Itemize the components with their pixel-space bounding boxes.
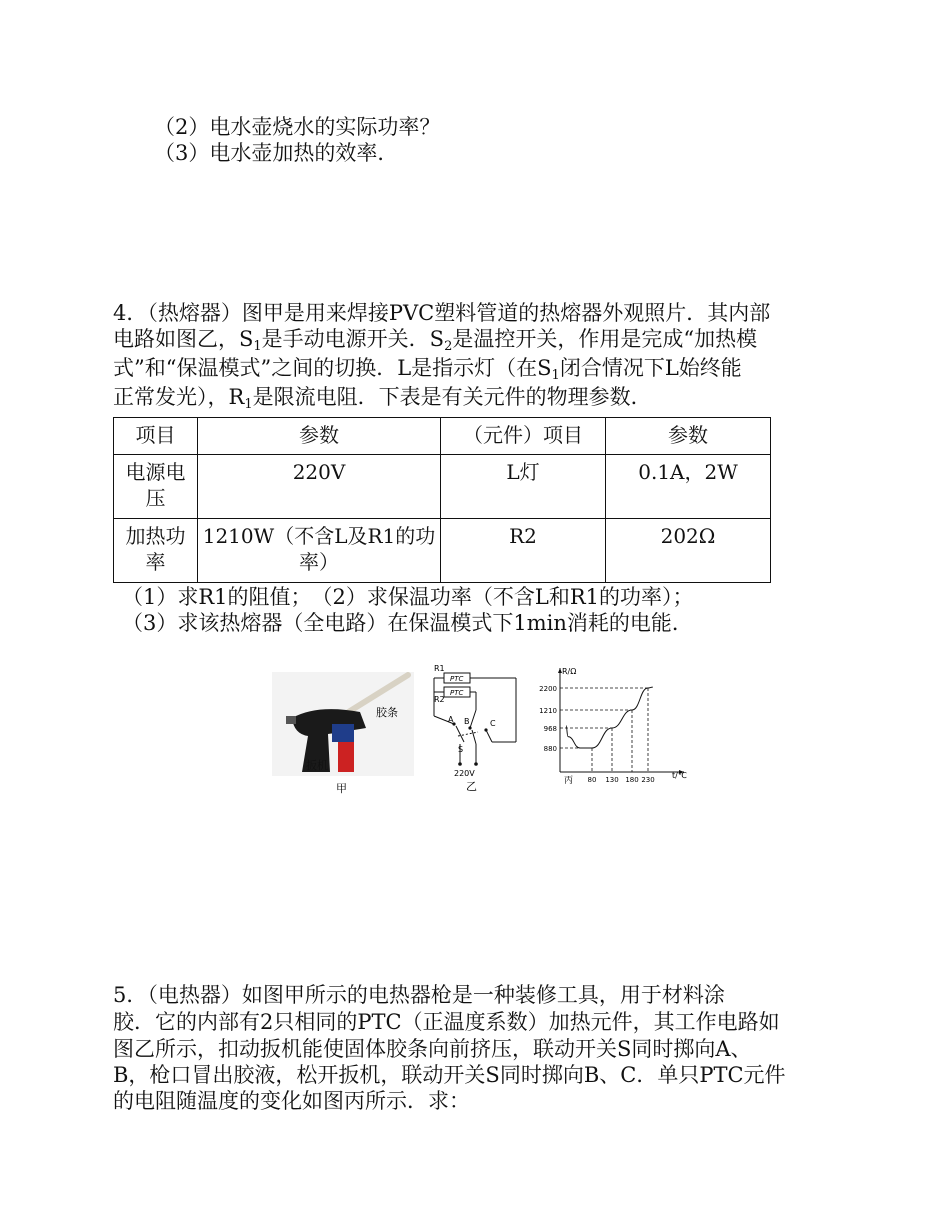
- gun-nozzle: [286, 716, 296, 724]
- q4-ask-2: （3）求该热熔器（全电路）在保温模式下1min消耗的电能．: [122, 611, 693, 635]
- y-axis-label: R/Ω: [562, 667, 577, 676]
- table-header: （元件）项目: [441, 418, 606, 455]
- guide-lines: [560, 688, 648, 772]
- table-cell: 电源电压: [114, 455, 198, 519]
- gun-red-stand: [338, 742, 354, 772]
- parameter-table: [113, 417, 771, 583]
- gun-blue-part: [332, 724, 354, 742]
- q4-line-4: 正常发光），$R_1$是限流电阻．下表是有关元件的物理参数．: [113, 385, 652, 412]
- q3-item-3: （3）电水壶加热的效率．: [154, 141, 399, 165]
- x-tick-label: 130: [605, 776, 619, 784]
- label-r1: R1: [434, 664, 445, 673]
- y-tick-labels: [539, 685, 557, 753]
- y-tick-label: 880: [543, 745, 557, 753]
- table-row: [114, 418, 771, 455]
- table-header: 参数: [198, 418, 441, 455]
- q5-line-2: 胶．它的内部有2只相同的PTC（正温度系数）加热元件，其工作电路如: [113, 1010, 780, 1034]
- label-220v: 220V: [454, 769, 475, 778]
- table-cell: 220V: [198, 455, 441, 519]
- q4-ask-1: （1）求R1的阻值； （2）求保温功率（不含L和R1的功率）；: [122, 585, 694, 609]
- y-tick-label: 968: [543, 725, 557, 733]
- terminal-left: [458, 762, 462, 766]
- table-cell: R2: [441, 519, 606, 583]
- x-tick-label: 180: [625, 776, 639, 784]
- y-tick-label: 1210: [539, 707, 557, 715]
- table-cell: 202Ω: [606, 519, 771, 583]
- table-cell: 加热功率: [114, 519, 198, 583]
- table-row: [114, 455, 771, 519]
- caption-yi: 乙: [466, 780, 477, 793]
- label-a: A: [448, 715, 454, 724]
- figure-jia-glue-gun: [272, 672, 414, 796]
- table-header: 项目: [114, 418, 198, 455]
- q4-line-1: 4．（热熔器）图甲是用来焊接PVC塑料管道的热熔器外观照片．其内部: [113, 301, 771, 325]
- q5-line-5: 的电阻随温度的变化如图丙所示．求：: [113, 1089, 470, 1113]
- contact-b: [468, 726, 471, 729]
- label-r2: R2: [434, 695, 445, 704]
- figure-bing-chart: [532, 662, 690, 792]
- x-tick-labels: [588, 776, 655, 784]
- y-tick-label: 2200: [539, 685, 557, 693]
- table-cell: L灯: [441, 455, 606, 519]
- q4-line-2: 电路如图乙，$S_1$是手动电源开关．$S_2$是温控开关，作用是完成“加热模: [113, 327, 758, 354]
- table-cell: 0.1A，2W: [606, 455, 771, 519]
- label-glue: 胶条: [376, 706, 398, 719]
- label-trigger: 扳机: [306, 759, 328, 772]
- table-cell: 1210W（不含L及R1的功率）: [198, 519, 441, 583]
- label-c: C: [490, 719, 496, 728]
- label-b: B: [464, 717, 470, 726]
- ptc-curve: [566, 687, 653, 748]
- q5-line-3: 图乙所示，扣动扳机能使固体胶条向前挤压，联动开关S同时掷向A、: [113, 1037, 752, 1061]
- caption-bing: 丙: [564, 776, 574, 786]
- contact-c: [484, 728, 487, 731]
- label-s: S: [458, 745, 464, 754]
- q3-item-2: （2）电水壶烧水的实际功率？: [154, 115, 441, 139]
- q5-line-1: 5．（电热器）如图甲所示的电热器枪是一种装修工具，用于材料涂: [113, 983, 725, 1007]
- q5-line-4: B，枪口冒出胶液，松开扳机，联动开关S同时掷向B、C．单只PTC元件: [113, 1063, 786, 1087]
- table-row: [114, 519, 771, 583]
- label-ptc-2: PTC: [450, 689, 464, 697]
- table-header: 参数: [606, 418, 771, 455]
- figure-yi-circuit: [420, 660, 526, 796]
- x-axis-label: t/℃: [672, 771, 687, 780]
- q4-line-3: 式”和“保温模式”之间的切换．L是指示灯（在$S_1$闭合情况下L始终能: [113, 356, 742, 383]
- terminal-right: [474, 762, 478, 766]
- label-ptc-1: PTC: [450, 675, 464, 683]
- x-tick-label: 80: [587, 776, 597, 784]
- caption-jia: 甲: [336, 782, 347, 795]
- x-tick-label: 230: [641, 776, 655, 784]
